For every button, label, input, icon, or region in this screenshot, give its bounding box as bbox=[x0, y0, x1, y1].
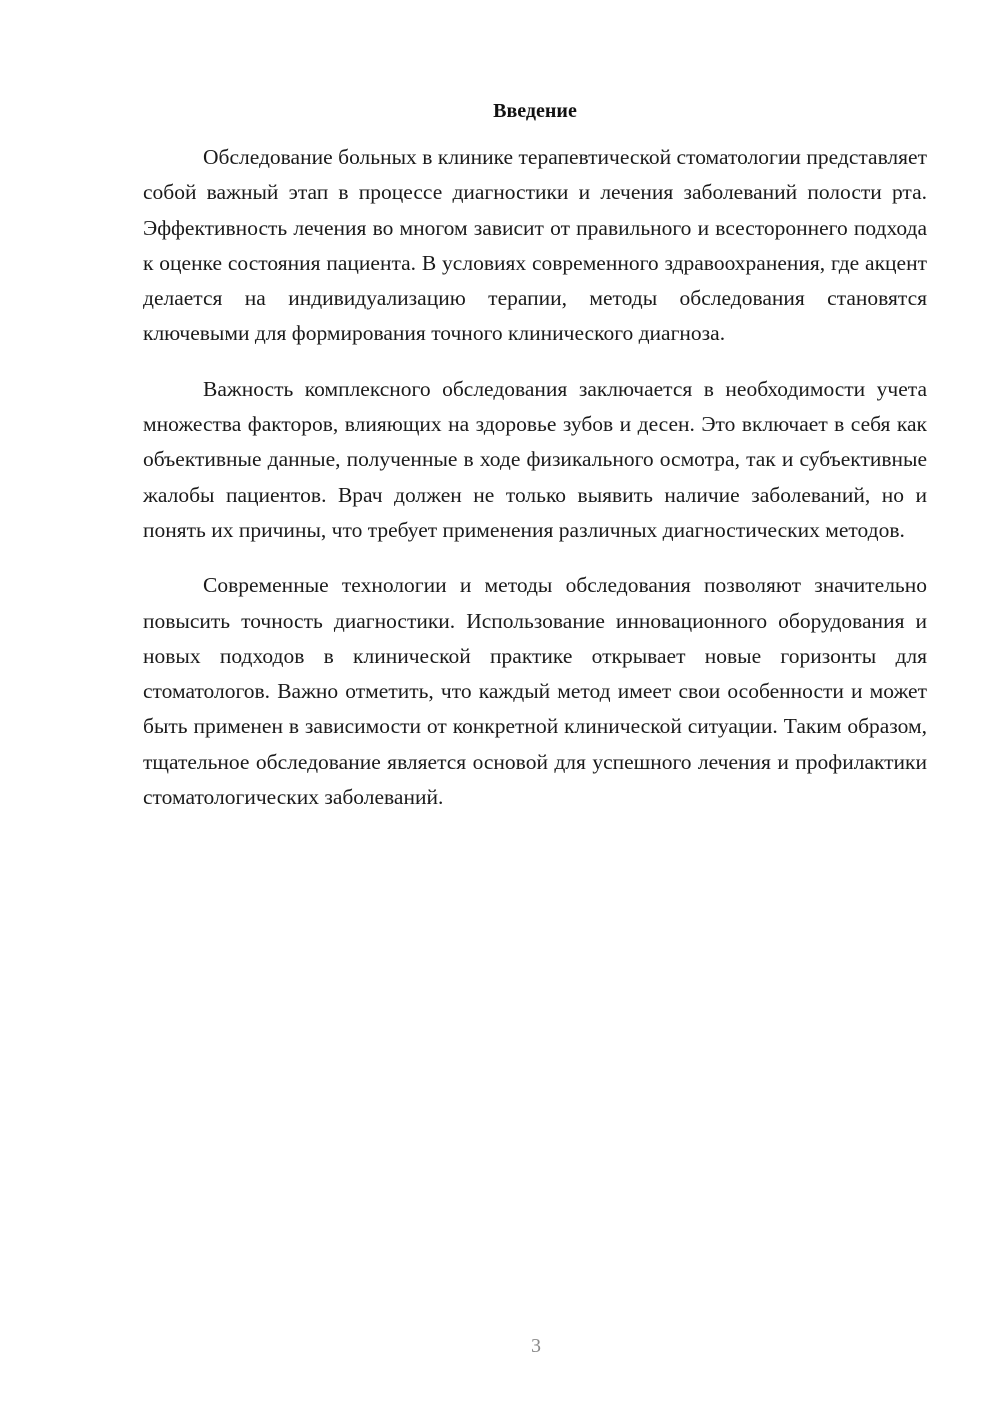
paragraph-3: Современные технологии и методы обследования позволяют значительно повысить точность диагностики. Использование инновационного оборудования и новых подходов в клинической практике открывает новые горизонты для стоматологов. Важно отметить, что каждый метод имеет свои особенности и может быть применен в зависимости от конкретной клинической ситуации. Таким образом, тщательное обследование является основой для успешного лечения и профилактики стоматологических заболеваний. bbox=[143, 573, 927, 810]
section-title: Введение bbox=[493, 100, 577, 122]
page-content bbox=[143, 96, 927, 835]
paragraph-2: Важность комплексного обследования заключается в необходимости учета множества факторов, влияющих на здоровье зубов и десен. Это включает в себя как объективные данные, полученные в ходе физикального осмотра, так и субъективные жалобы пациентов. Врач должен не только выявить наличие заболеваний, но и понять их причины, что требует применения различных диагностических методов. bbox=[143, 376, 927, 542]
page-number: 3 bbox=[531, 1335, 541, 1357]
paragraph-1: Обследование больных в клинике терапевтической стоматологии представляет собой важный этап в процессе диагностики и лечения заболеваний полости рта. Эффективность лечения во многом зависит от правильного и всестороннего подхода к оценке состояния пациента. В условиях современного здравоохранения, где акцент делается на индивидуализацию терапии, методы обследования становятся ключевыми для формирования точного клинического диагноза. bbox=[143, 145, 927, 346]
